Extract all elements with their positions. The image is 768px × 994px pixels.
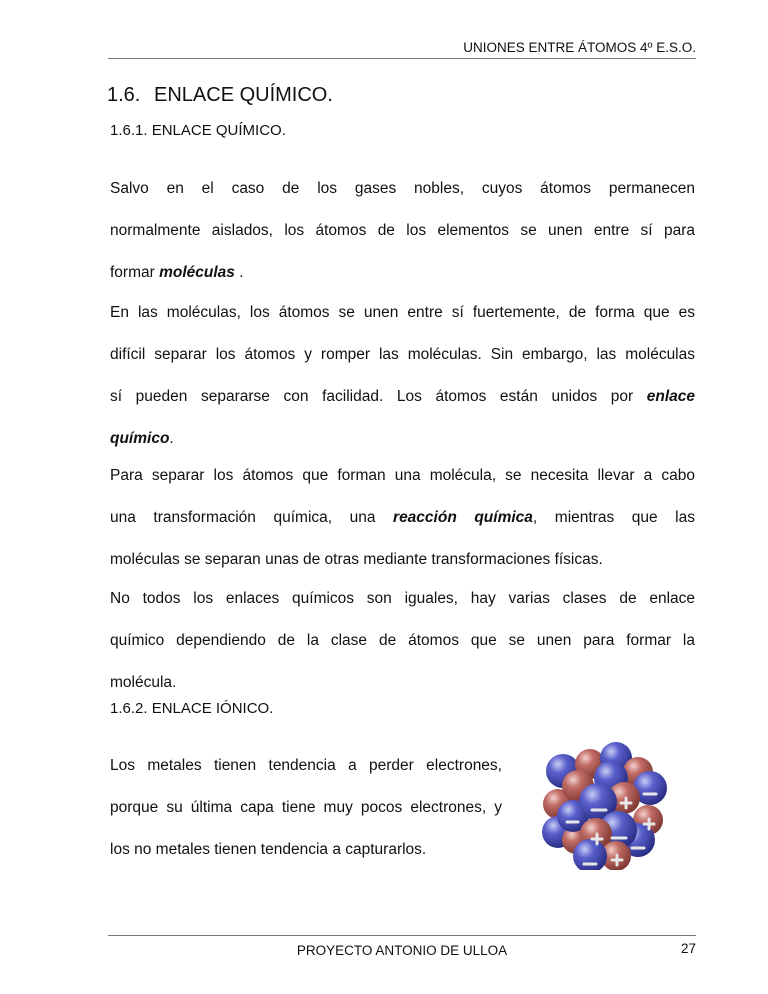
section-heading bbox=[107, 84, 333, 107]
subsection-heading-1: 1.6.1. ENLACE QUÍMICO. bbox=[110, 122, 286, 139]
text-line: moléculas se separan unas de otras mediante transformaciones físicas. bbox=[110, 551, 603, 568]
text-line: Para separar los átomos que forman una molécula, se necesita llevar a cabo bbox=[110, 467, 695, 484]
text-span: . bbox=[169, 430, 174, 447]
ionic-lattice-icon bbox=[528, 728, 670, 870]
paragraph-3 bbox=[110, 455, 695, 581]
text-line bbox=[110, 418, 695, 460]
footer-divider bbox=[108, 935, 696, 936]
text-span: . bbox=[234, 264, 244, 281]
paragraph-1 bbox=[110, 168, 695, 294]
text-line: No todos los enlaces químicos son iguales, hay varias clases de enlace bbox=[110, 590, 695, 607]
text-line: difícil separar los átomos y romper las moléculas. Sin embargo, las moléculas bbox=[110, 346, 695, 363]
emphasis-term: moléculas bbox=[159, 264, 235, 281]
paragraph-5 bbox=[110, 745, 502, 871]
header-divider bbox=[108, 58, 696, 59]
text-line bbox=[110, 252, 695, 294]
ionic-crystal-figure bbox=[528, 728, 670, 870]
text-line: normalmente aislados, los átomos de los elementos se unen entre sí para bbox=[110, 222, 695, 239]
running-header: UNIONES ENTRE ÁTOMOS 4º E.S.O. bbox=[463, 40, 696, 55]
text-line: químico dependiendo de la clase de átomos que se unen para formar la bbox=[110, 632, 695, 649]
page-number: 27 bbox=[680, 941, 696, 956]
text-line: Salvo en el caso de los gases nobles, cuyos átomos permanecen bbox=[110, 180, 695, 197]
paragraph-4 bbox=[110, 578, 695, 704]
text-line: los no metales tienen tendencia a capturarlos. bbox=[110, 841, 427, 858]
text-line: porque su última capa tiene muy pocos electrones, y bbox=[110, 799, 502, 816]
text-span: una transformación química, una bbox=[110, 509, 394, 526]
paragraph-2 bbox=[110, 292, 695, 460]
emphasis-term: reacción química bbox=[393, 509, 533, 526]
text-span: sí pueden separarse con facilidad. Los átomos están unidos por bbox=[110, 388, 647, 405]
section-number: 1.6. bbox=[107, 84, 141, 106]
text-line: molécula. bbox=[110, 674, 177, 691]
text-line bbox=[110, 497, 695, 539]
footer-project: PROYECTO ANTONIO DE ULLOA bbox=[296, 943, 508, 958]
text-line bbox=[110, 376, 695, 418]
subsection-heading-2: 1.6.2. ENLACE IÓNICO. bbox=[110, 700, 274, 717]
section-title: ENLACE QUÍMICO. bbox=[154, 84, 333, 106]
emphasis-term: enlace bbox=[646, 388, 695, 405]
text-span: formar bbox=[110, 264, 160, 281]
text-line: En las moléculas, los átomos se unen entre sí fuertemente, de forma que es bbox=[110, 304, 695, 321]
emphasis-term: químico bbox=[110, 430, 170, 447]
text-line: Los metales tienen tendencia a perder electrones, bbox=[110, 757, 502, 774]
text-span: , mientras que las bbox=[532, 509, 695, 526]
